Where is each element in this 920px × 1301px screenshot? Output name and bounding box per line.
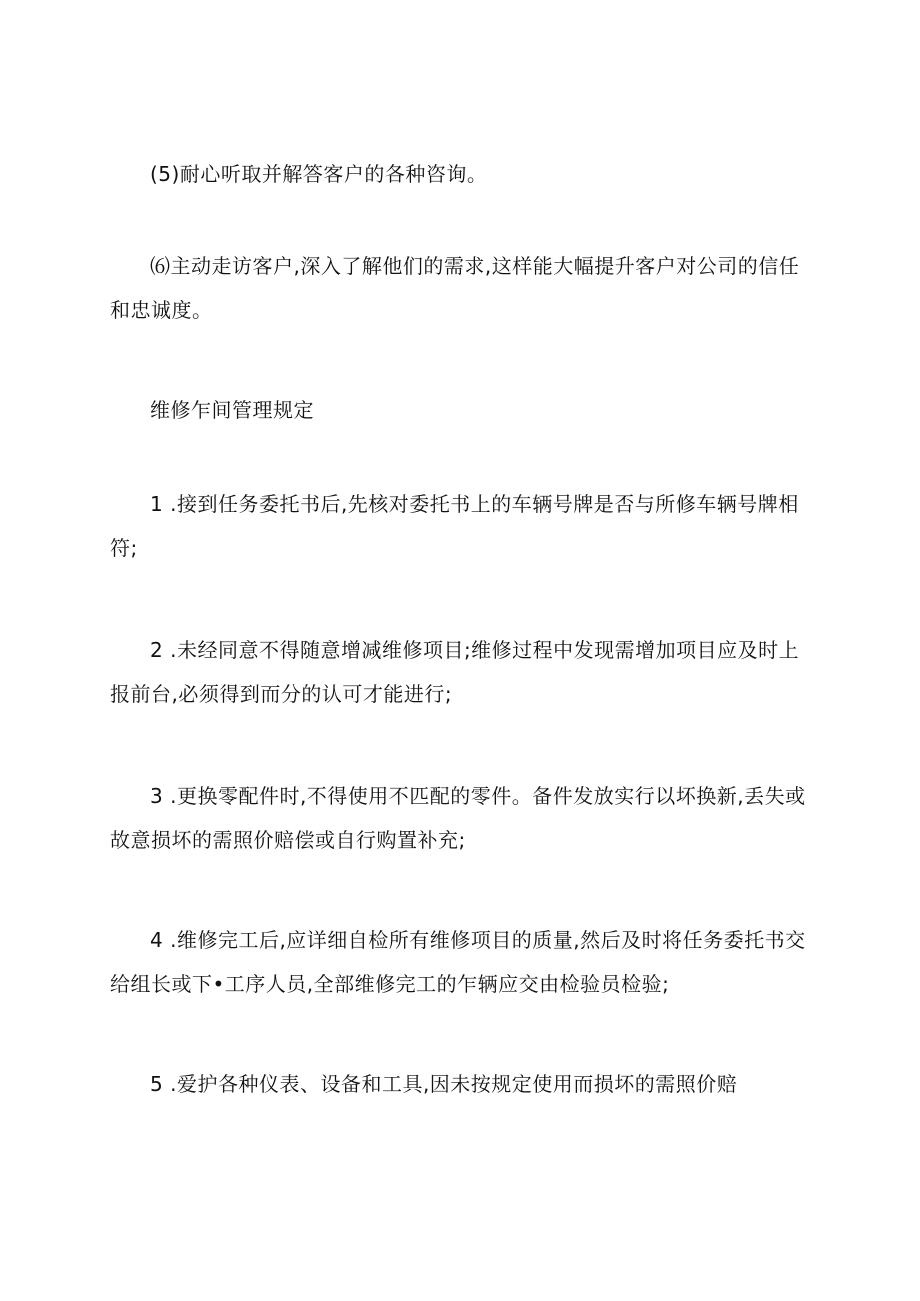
paragraph-text: (5)耐心听取并解答客户的各种咨询。 [150,162,488,186]
rule-item-1 [110,482,810,570]
paragraph-item-5 [110,152,810,196]
paragraph-item-6 [110,244,810,332]
rule-item-4 [110,918,810,1006]
section-heading-text: 维修乍间管理规定 [150,398,314,422]
rule-item-5 [110,1062,810,1106]
paragraph-text: 4 .维修完工后,应详细自检所有维修项目的质量,然后及时将任务委托书交给组长或下•工序人员,全部维修完工的乍辆应交由检验员检验; [110,928,806,996]
paragraph-text: ⑹主动走访客户,深入了解他们的需求,这样能大幅提升客户对公司的信任和忠诚度。 [110,254,800,322]
paragraph-text: 1 .接到任务委托书后,先核对委托书上的车辆号牌是否与所修车辆号牌相符; [110,492,799,560]
rule-item-3 [110,774,810,862]
paragraph-text: 3 .更换零配件时,不得使用不匹配的零件。备件发放实行以坏换新,丢失或故意损坏的需照价赔偿或自行购置补充; [110,784,806,852]
paragraph-text: 5 .爱护各种仪表、设备和工具,因未按规定使用而损坏的需照价赔 [150,1072,738,1096]
paragraph-text: 2 .未经同意不得随意增减维修项目;维修过程中发现需增加项目应及时上报前台,必须得到而分的认可才能进行; [110,638,800,706]
section-heading [110,388,810,432]
rule-item-2 [110,628,810,716]
